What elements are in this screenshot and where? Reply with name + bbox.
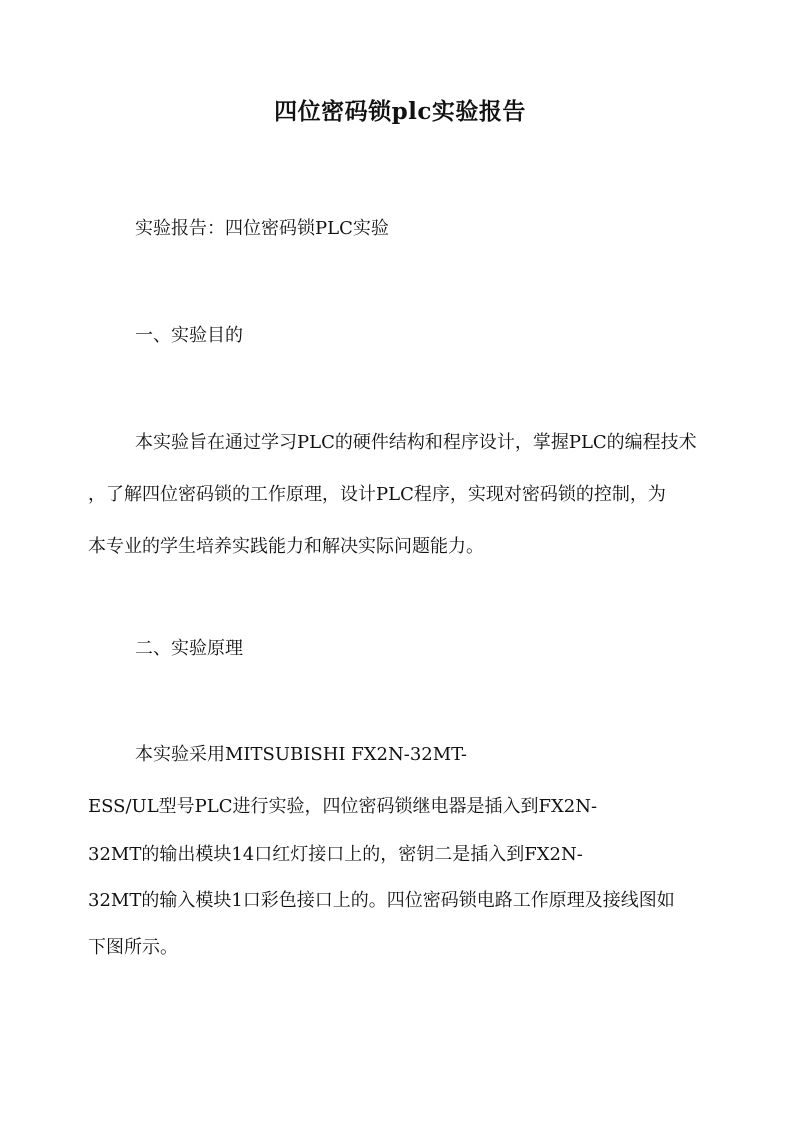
document-title: 四位密码锁plc实验报告 [274, 98, 526, 125]
paragraph-line: 32MT的输出模块14口红灯接口上的，密钥二是插入到FX2N- [88, 844, 583, 865]
section-heading-purpose: 一、实验目的 [135, 325, 243, 346]
paragraph-line: ESS/UL型号PLC进行实验，四位密码锁继电器是插入到FX2N- [88, 796, 598, 817]
paragraph-line: 本实验旨在通过学习PLC的硬件结构和程序设计，掌握PLC的编程技术 [135, 432, 697, 453]
paragraph-line: 下图所示。 [88, 937, 178, 958]
report-subtitle: 实验报告：四位密码锁PLC实验 [135, 218, 389, 239]
paragraph-line: 本专业的学生培养实践能力和解决实际问题能力。 [88, 536, 484, 557]
paragraph-line: 32MT的输入模块1口彩色接口上的。四位密码锁电路工作原理及接线图如 [88, 890, 675, 911]
section-heading-principle: 二、实验原理 [135, 638, 243, 659]
paragraph-line: 本实验采用MITSUBISHI FX2N-32MT- [135, 744, 467, 765]
paragraph-line: ，了解四位密码锁的工作原理，设计PLC程序，实现对密码锁的控制，为 [88, 484, 666, 505]
